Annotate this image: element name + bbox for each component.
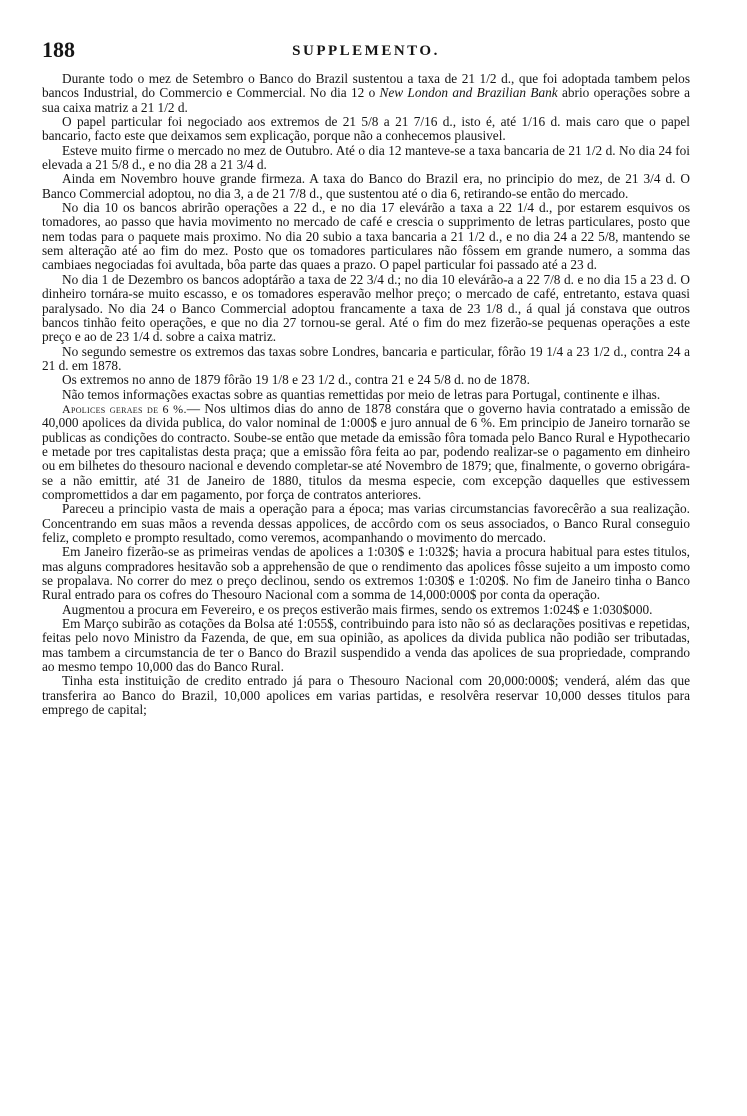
paragraph <box>42 373 690 387</box>
text-run: O papel particular foi negociado aos extremos de 21 5/8 a 21 7/16 d., isto é, até 1/16 d. mais caro que o papel bancario, facto este que deixamos sem explicação, porque não a conhecemos plausivel. <box>42 114 690 144</box>
text-run: Pareceu a principio vasta de mais a operação para a época; mas varias circumstancias favorecêrão a sua realização. Concentrando em suas mãos a revenda dessas appolices, de accôrdo com os seus associados, o Banco Rural conseguio feliz, completo e prompto resultado, como veremos, acompanhando o movimento do mercado. <box>42 501 690 545</box>
paragraph <box>42 115 690 144</box>
italic-text: New London and Brazilian Bank <box>379 85 558 101</box>
paragraph <box>42 545 690 602</box>
text-run: No dia 10 os bancos abrirão operações a 22 d., e no dia 17 elevárão a taxa a 22 1/4 d., por estarem esquivos os tomadores, ao passo que havia movimento no mercado de café e crescia o supprimento de letras particulares, posto que nem todas para o paquete mais proximo. No dia 20 subio a taxa bancaria a 21 1/2 d., e no dia 24 a 22 5/8, mantendo se sem alteração até ao fim do mez. Posto que os tomadores particulares não fôssem em grande numero, a somma das cambiaes negociadas foi avultada, bôa parte das quaes a prazo. O papel particular foi passado até a 23 d. <box>42 200 690 273</box>
page-number: 188 <box>42 37 75 62</box>
paragraph <box>42 172 690 201</box>
text-run: No segundo semestre os extremos das taxas sobre Londres, bancaria e particular, fôrão 19 1/4 a 23 1/2 d., contra 24 a 21 d. em 1878. <box>42 343 690 373</box>
paragraph <box>42 345 690 374</box>
text-run: abrio operações sobre a sua caixa matriz a 21 1/2 d. <box>42 85 690 115</box>
text-run: Em Janeiro fizerão-se as primeiras vendas de apolices a 1:030$ e 1:032$; havia a procura habitual para estes titulos, mas alguns compradores hesitavão sob a apprehensão de que o rendimento das apolices fôsse sujeito a um imposto como se propalava. No correr do mez o preço declinou, sendo os extremos 1:030$ e 1:020$. No fim de Janeiro tinha o Banco Rural entrado para os cofres do Thesouro Nacional com a somma de 14,000:000$ por conta da operação. <box>42 544 690 603</box>
text-run: — Nos ultimos dias do anno de 1878 constára que o governo havia contratado a emissão de 40,000 apolices da divida publica, do valor nominal de 1:000$ e juro annual de 6 %. Em principio de Janeiro tornarão se publicas as condições do contracto. Soube-se então que metade da emissão fôra tomada pelo Banco Rural e Hypothecario e metade por tres capitalistas desta praça; que a emissão fôra feita ao par, podendo realizar-se o pagamento em dinheiro ou em bilhetes do thesouro nacional e devendo completar-se até Novembro de 1879; que, finalmente, o governo obrigára-se a não emittir, até 31 de Janeiro de 1880, titulos da mesma especie, com excepção daquelles que estivessem compromettidos a dar em pagamento, por força de contratos anteriores. <box>42 400 690 502</box>
text-run: Tinha esta instituição de credito entrado já para o Thesouro Nacional com 20,000:000$; venderá, além das que transferira ao Banco do Brazil, 10,000 apolices em varias partidas, e resolvêra reservar 10,000 desses titulos para emprego de capital; <box>42 673 690 718</box>
book-page <box>42 38 690 717</box>
paragraph <box>42 674 690 717</box>
section-lead: Apolices geraes de 6 %. <box>62 401 187 416</box>
paragraph <box>42 502 690 545</box>
paragraph <box>42 617 690 674</box>
text-run: Não temos informações exactas sobre as quantias remettidas por meio de letras para Portugal, continente e ilhas. <box>62 386 661 402</box>
text-run: Augmentou a procura em Fevereiro, e os preços estiverão mais firmes, sendo os extremos 1:024$ e 1:030$000. <box>62 601 653 617</box>
text-run: No dia 1 de Dezembro os bancos adoptárão a taxa de 22 3/4 d.; no dia 10 elevárão-a a 22 7/8 d. e no dia 15 a 23 d. O dinheiro tornára-se muito escasso, e os tomadores esperavão melhor preço; o mercado de café, entretanto, estava quasi paralysado. No dia 24 o Banco Commercial adoptou francamente a taxa de 23 1/8 d., á qual já constava que outros bancos tinhão feito operações, e que no dia 27 tornou-se geral. Até o fim do mez fizerão-se pequenas operações a este preço e ao de 23 1/4 d. sobre a caixa matriz. <box>42 271 690 345</box>
paragraph <box>42 72 690 115</box>
paragraph <box>42 201 690 273</box>
paragraph <box>42 144 690 173</box>
running-title: SUPPLEMENTO. <box>292 43 440 59</box>
text-run: Ainda em Novembro houve grande firmeza. A taxa do Banco do Brazil era, no principio do mez, de 21 3/4 d. O Banco Commercial adoptou, no dia 3, a de 21 7/8 d., que sustentou até o dia 6, retirando-se então do mercado. <box>42 171 690 201</box>
page-header <box>42 38 690 64</box>
text-run: Durante todo o mez de Setembro o Banco do Brazil sustentou a taxa de 21 1/2 d., que foi adoptada tambem pelos bancos Industrial, do Commercio e Commercial. No dia 12 o <box>42 71 690 101</box>
text-run: Em Março subirão as cotações da Bolsa até 1:055$, contribuindo para isto não só as declarações positivas e repetidas, feitas pelo novo Ministro da Fazenda, de que, em sua opinião, as apolices da divida publica não podião ser tributadas, mas tambem a circumstancia de ter o Banco do Brazil suspendido a venda das apolices de sua propriedade, comprando ao mesmo tempo 10,000 das do Banco Rural. <box>42 616 690 675</box>
paragraph <box>42 603 690 617</box>
text-run: Esteve muito firme o mercado no mez de Outubro. Até o dia 12 manteve-se a taxa bancaria de 21 1/2 d. No dia 24 foi elevada a 21 5/8 d., e no dia 28 a 21 3/4 d. <box>42 142 690 173</box>
paragraph <box>42 273 690 345</box>
paragraph <box>42 402 690 502</box>
body-text <box>42 72 690 717</box>
paragraph <box>42 388 690 402</box>
text-run: Os extremos no anno de 1879 fôrão 19 1/8 e 23 1/2 d., contra 21 e 24 5/8 d. no de 1878. <box>62 372 530 388</box>
